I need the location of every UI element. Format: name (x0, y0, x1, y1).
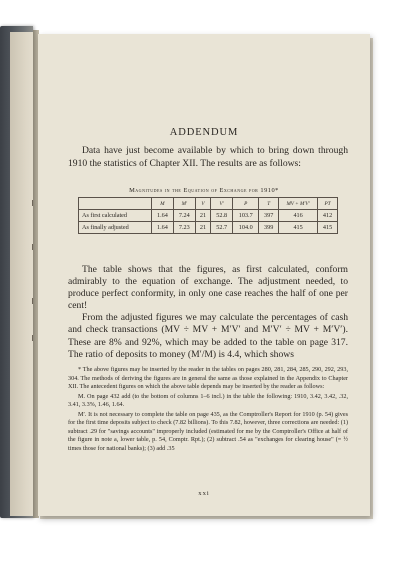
table-cell: 21 (195, 222, 210, 234)
table-cell: 52.7 (211, 222, 233, 234)
table-row-label: As finally adjusted (79, 222, 152, 234)
table-cell: 103.7 (233, 210, 259, 222)
table-header-cell: MV + M′V′ (279, 198, 318, 210)
table-header-cell: PT (318, 198, 338, 210)
footnote: * The above figures may be inserted by the reader in the tables on pages 280, 281, 284, 285, 290, 292, 293, 304. The methods of deriving the figures are in general the same as those explained in the Appendix to Chapter XII. The antecedent figures on which the above table depends may be inserted by the reader as follows: (68, 366, 348, 390)
table-row-label: As first calculated (79, 210, 152, 222)
page-heading: ADDENDUM (169, 127, 239, 138)
table-title: Magnitudes in the Equation of Exchange for 1910* (129, 187, 279, 194)
table-row (79, 222, 338, 234)
body-paragraph: The table shows that the figures, as first calculated, conform admirably to the equation of exchange. The adjustment needed, to produce perfect conformity, in only one case reaches the half of one per cent! (68, 264, 348, 312)
table-cell: 416 (279, 210, 318, 222)
table-header-cell: T (259, 198, 279, 210)
table-cell: 104.0 (233, 222, 259, 234)
table-header-row (79, 198, 338, 210)
table-header-cell: M′ (173, 198, 195, 210)
table-header-cell: P (233, 198, 259, 210)
intro-text: Data have just become available by which to bring down through 1910 the statistics of Chapter XII. The results are as follows: (68, 145, 348, 169)
table-cell: 7.23 (173, 222, 195, 234)
table-cell: 399 (259, 222, 279, 234)
table-cell: 1.64 (151, 222, 173, 234)
footnote-block (68, 366, 348, 454)
intro-paragraph (68, 145, 348, 170)
magnitudes-table (78, 197, 338, 234)
table-cell: 1.64 (151, 210, 173, 222)
body-paragraph: From the adjusted figures we may calculate the percentages of cash and check transactions (MV ÷ MV + M′V′ and M′V′ ÷ MV + M′V′). These are 8% and 92%, which may be added to the table on page 317. The ratio of deposits to money (M′/M) is 4.4, which shows (68, 312, 348, 360)
table-header-cell: V (195, 198, 210, 210)
table-row (79, 210, 338, 222)
page-number: xxi (198, 490, 210, 497)
table-cell: 7.24 (173, 210, 195, 222)
table-header-cell (79, 198, 152, 210)
footnote: M′. It is not necessary to complete the table on page 435, as the Comptroller's Report for 1910 (p. 54) gives for the first time deposits subject to check (7.82 billions). To this 7.82, however, three corrections are needed: (1) subtract .29 for "savings accounts" improperly included (estimated for me by the Comptroller's Office at half of the figure in note a, lower table, p. 54, Comptr. Rpt.); (2) subtract .54 as "exchanges for clearing house" (= ½ times those for national banks); (3) add .35 (68, 410, 348, 452)
table-cell: 412 (318, 210, 338, 222)
table-cell: 415 (318, 222, 338, 234)
footnote: M. On page 432 add (to the bottom of columns 1–6 incl.) in the table the following: 1910, 3.42, 3.42, .32, 3.41, 3.3%, 1.46, 1.64. (68, 392, 348, 408)
book-page (38, 34, 370, 516)
table-header-cell: M (151, 198, 173, 210)
body-text (68, 264, 348, 361)
table-cell: 52.8 (211, 210, 233, 222)
table-cell: 21 (195, 210, 210, 222)
table-cell: 415 (279, 222, 318, 234)
table-header-cell: V′ (211, 198, 233, 210)
table-cell: 397 (259, 210, 279, 222)
